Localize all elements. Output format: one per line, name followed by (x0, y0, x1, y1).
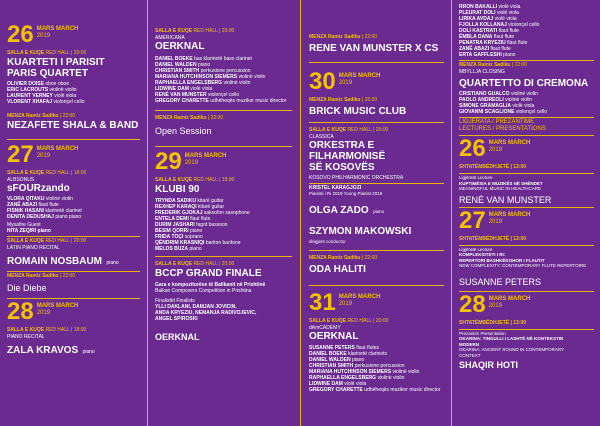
section-heading: LIGJËRATA / PREZANTIME (459, 119, 535, 125)
event (155, 177, 292, 252)
event-venue: MENZA Ramiz Sadiku | 22:00 (459, 62, 528, 68)
event-title: ODA HALITI (309, 264, 366, 275)
performer: ËMBLA DANA flaut flute (459, 34, 515, 40)
performer: TRYNDA SADIKU kitarë guitar (155, 198, 224, 204)
event-venue: SALLA E KUQE RED HALL | 18:00 (155, 177, 235, 183)
performer-role: dirigjent conductor (309, 238, 346, 244)
lecture-topic: MEANINGFUL MUSIC IN HEALTHCARE (459, 186, 542, 191)
lecture-type: Ligjëratë Lecture (459, 175, 493, 180)
guest-name: NITA ZEQIRI piano (7, 228, 51, 234)
performer-list (459, 4, 594, 58)
day-header (309, 289, 444, 316)
performer-list (459, 91, 594, 115)
event-title: PARIS QUARTET (7, 68, 88, 79)
event (7, 327, 140, 358)
event-title: NEZAFETE SHALA & BAND (7, 120, 139, 131)
lecture-topic: OKARINA: ANCIENT SOUND IN CONTEMPORARY (459, 347, 565, 352)
event-series: CLASSICA (309, 134, 334, 140)
performer-list (155, 198, 292, 252)
event-title: SË KOSOVËS (309, 162, 375, 173)
event-subtitle: Gara e kompozitorëve të Ballkanit në Prishtinë (155, 282, 266, 288)
day-number: 26 (7, 21, 34, 48)
event-title: ZALA KRAVOS piano (7, 345, 95, 356)
event (7, 238, 140, 269)
performer-list (155, 56, 292, 104)
performer: DURIM JASHARI fagot bassoon (155, 222, 228, 228)
performer-list (7, 196, 140, 220)
event-title: Die Diebe (7, 283, 47, 293)
performer: OLGA ZADO piano (309, 204, 385, 216)
event (309, 127, 444, 244)
lecture-type: Prezantim Presentation (459, 330, 506, 336)
event-venue: MENZA Ramiz Sadiku | 22:00 (309, 255, 378, 261)
event-venue: SALLA E KUQE RED HALL | 18:00 (7, 327, 87, 333)
performer: FREDERIK GJOKAJ saksofon saxophone (155, 210, 250, 216)
performer-list (7, 81, 140, 105)
performer: CRISTIANO GUALCO violinë violin (459, 91, 538, 97)
performer: PENATRA KRYEZIU flaut flute (459, 40, 528, 46)
performer: VLORA QITAKU violinë violin (7, 196, 73, 202)
lecture (459, 164, 594, 205)
performer: MARIANA HUTCHINSON SIEMERS violinë violin (155, 74, 266, 80)
event-title: ROMAIN NOSBAUM piano (7, 256, 119, 267)
event-venue: SALLA E KUQE RED HALL | 18:00 (7, 170, 87, 176)
event (155, 115, 292, 136)
event-series: AMERICANA (155, 35, 185, 41)
program-column-3 (302, 0, 450, 426)
event-venue: MENZA Ramiz Sadiku | 22:00 (309, 34, 378, 40)
event-title: RENE VAN MUNSTER X CS (309, 43, 439, 54)
event-series: PIANO RECITAL (7, 334, 45, 340)
event-venue: MENZA Ramiz Sadiku | 22:00 (7, 273, 76, 279)
performer: LIRIKA AVDAJ violë viola (459, 16, 517, 22)
event-venue: MENZA Ramiz Sadiku | 15:00 (309, 97, 378, 103)
event-venue: SALLA E KUQE RED HALL | 20:00 (155, 261, 235, 267)
event-title: KLUBI 90 (155, 184, 200, 195)
performer: VLORENT XHAFAJ violonçel cello (7, 99, 85, 105)
lecture-type: Ligjëratë Lecture (459, 246, 493, 252)
day-header (309, 68, 444, 95)
event-venue: MENZA Ramiz Sadiku | 22:00 (155, 115, 224, 121)
day-number: 27 (459, 206, 486, 234)
performer: FJOLLA KOLLANAJ violonçel cello (459, 22, 540, 28)
lecture-venue: SHTATËMBËDHJETË | 13:00 (459, 164, 527, 170)
lecturer-name: RENÉ VAN MUNSTER (459, 194, 552, 205)
event (309, 34, 444, 54)
day-month: MARS MARCH 2019 (488, 140, 531, 153)
day-number: 30 (309, 68, 336, 95)
event-title: Open Session (155, 126, 212, 136)
finalists-line: ANGEL SPIROSKI (155, 316, 198, 322)
performer: BESIM QORRI piano (155, 228, 203, 234)
performer: SIMONE GRAMAGLIA violë viola (459, 103, 535, 109)
event-venue: SALLA E KUQE RED HALL | 20:00 (155, 28, 235, 34)
event-series: MBYLLJA CLOSING (459, 69, 505, 75)
performer: ERIC LACROUTS violinë violin (7, 87, 77, 93)
event-subtitle: KOSOVO PHILHARMONIC ORCHESTRA (309, 175, 404, 181)
divider (309, 183, 444, 184)
divider (309, 285, 444, 286)
day-month: MARS MARCH 2019 (36, 26, 79, 39)
event-title: OERKNAL (155, 41, 205, 52)
event (459, 62, 594, 115)
performer: DENITA DEDUSHAJ piano piano (7, 214, 82, 220)
performer: LIDWINE DAM violë viola (155, 86, 213, 92)
divider (155, 146, 292, 147)
event-title: KUARTETI I PARISIT (7, 57, 105, 68)
lecture (459, 320, 594, 371)
event-title: QUARTETTO DI CREMONA (459, 78, 589, 89)
event-venue: SALLA E KUQE RED HALL | 20:00 (7, 238, 87, 244)
performer: PLEURAT DOLI violë viola (459, 10, 519, 16)
performer: QËNDRIM KRASNIQI bariton baritone (155, 240, 241, 246)
performer: GIOVANNI SCAGLIONE violonçel cello (459, 109, 547, 115)
divider (155, 110, 292, 111)
event-series: LATIN PIANO RECITAL (7, 245, 60, 251)
lecture-topic: MODERN (459, 341, 479, 347)
performer: DANIEL WALDEN piano (155, 62, 211, 68)
event (309, 255, 444, 275)
divider (7, 271, 140, 272)
lecturer-name: SHAQIR HOTI (459, 360, 519, 370)
event-series: ALBSONUS (7, 177, 35, 183)
lecture-topic: REPERTORI BASHKËKOHOR I FLAUTIT (459, 257, 545, 263)
program-column-1 (0, 0, 146, 426)
performer: DANIEL BOEKE klarinetë clarinets (309, 351, 387, 357)
divider (309, 62, 444, 63)
event (309, 318, 444, 393)
event-venue: SALLA E KUQE RED HALL | 20:00 (309, 127, 389, 133)
day-header (459, 135, 594, 162)
event-venue: SALLA E KUQE RED HALL | 20:00 (7, 50, 87, 56)
performer: DANIEL BOEKE bas klarinetë bass clarinet (155, 56, 252, 62)
day-header (7, 298, 140, 325)
guest-label: Mysafire Guest (7, 222, 41, 228)
performer: LIDWINE DAM violë viola (309, 381, 367, 387)
day-number: 27 (7, 141, 34, 168)
day-header (459, 290, 594, 318)
event-title: BRICK MUSIC CLUB (309, 106, 407, 117)
divider (459, 173, 594, 174)
lecture-topic: CONTEXT (459, 352, 481, 358)
day-month: MARS MARCH 2019 (488, 211, 531, 225)
performer: RENÉ VAN MUNSTER violonçel cello (155, 92, 240, 98)
divider (459, 245, 594, 246)
day-month: MARS MARCH 2019 (338, 294, 381, 307)
performer: MARIANA HUTCHINSON SIEMERS violinë violin (309, 369, 420, 375)
performer: ERTA GAFFLESHI piano (459, 52, 516, 58)
performer: FRIDA TOÇI soprano (155, 234, 203, 240)
day-number: 29 (155, 148, 182, 175)
event (7, 50, 140, 105)
divider (7, 236, 140, 237)
performer: ZANË ABAZI flaut flute (459, 46, 511, 52)
day-number: 26 (459, 135, 486, 162)
performer: MELOS BUZA piano (155, 246, 202, 252)
soloist-name: KRISTEL KARAGJOZI (309, 185, 362, 191)
performer: RAPHAELLA ENGELSBERG violinë violin (309, 375, 405, 381)
day-header (459, 206, 594, 234)
finalists-label: Finalistët Finalists (155, 298, 195, 304)
section-heading: LECTURES / PRESENTATIONS (459, 126, 546, 132)
day-month: MARS MARCH 2019 (36, 146, 79, 159)
divider (459, 329, 594, 330)
performer: SZYMON MAKOWSKI (309, 225, 412, 237)
event (309, 97, 444, 117)
finalists-line: YLLI DAKLANI, DAMJAN JOVICIN, (155, 304, 237, 310)
divider (459, 60, 594, 61)
performer: RRON BAKALLI violë viola (459, 4, 521, 10)
performer: REXHEP KARAQI kitarë guitar (155, 204, 225, 210)
lecture-topic: NEW COMPLEXITY: CONTEMPORARY FLUTE REPERTOIRE (459, 263, 587, 268)
event-title: BCCP GRAND FINALE (155, 268, 262, 279)
event (7, 113, 140, 131)
performer: SUSANNE PETERS flaut flutes (309, 345, 380, 351)
performer: DOLI KASTRATI flaut flute (459, 28, 519, 34)
day-month: MARS MARCH 2019 (488, 295, 531, 309)
performer: GREGORY CHARETTE udhëheqës muzikor music director (155, 98, 287, 104)
performer: CHRISTIAN SMITH perkusione percussion (155, 68, 251, 74)
performer: CHRISTIAN SMITH perkusione percussion (309, 363, 405, 369)
day-number: 31 (309, 289, 336, 316)
day-number: 28 (459, 290, 486, 318)
event-title: ORKESTRA E FILHARMONISË (309, 140, 386, 162)
performer: FISNIK HASANI klarinetë clarinet (7, 208, 82, 214)
lecturer-name: SUSANNE PETERS (459, 276, 542, 287)
column-divider (300, 0, 301, 426)
day-month: MARS MARCH 2019 (36, 303, 79, 316)
divider (155, 256, 292, 257)
event-title: sFOURzando (7, 183, 70, 194)
event-venue: SALLA E KUQE RED HALL | 20:00 (309, 318, 389, 324)
day-header (155, 148, 292, 175)
performer: ZANË ABAZI flaut flute (7, 202, 59, 208)
day-month: MARS MARCH 2019 (338, 73, 381, 86)
lecture-venue: SHTATËMBËDHJETË | 13:00 (459, 319, 527, 326)
day-month: MARS MARCH 2019 (184, 153, 227, 166)
day-number: 28 (7, 298, 34, 325)
day-header (7, 141, 140, 168)
performer: OLIVIER DOISE oboe oboe (7, 81, 69, 87)
lecture-topic: OKARINA: TINGULLI I LASHTË NË KONTEKSTIN (459, 336, 564, 341)
lecture-topic: KOMPLEKSITETI I RI: (459, 252, 506, 257)
finalists-line: ANDA KRYEZIU, NEMANJA RADIVOJEVIC, (155, 310, 257, 316)
divider (459, 117, 594, 118)
performer: LAURENT VERNEY violë viola (7, 93, 77, 99)
event-title: OERKNAL (309, 331, 359, 342)
performer: GREGORY CHARETTE udhëheqës muzikor music director (309, 387, 441, 393)
lecture (459, 236, 594, 287)
performer-list (309, 345, 444, 393)
event (155, 28, 292, 104)
performer: ENTELA DEMI flaut flute (155, 216, 211, 222)
performer: DANIEL WALDEN piano (309, 357, 365, 363)
event (7, 273, 140, 293)
day-header (7, 21, 140, 48)
event (155, 261, 292, 342)
event-subtitle: Balkan Composers Competition in Prishtina (155, 288, 252, 294)
event (7, 170, 140, 234)
program-column-2 (148, 0, 298, 426)
performer: RAPHAELLA ENGELSBERG violinë violin (155, 80, 251, 86)
event-series: dAmCADEMY (309, 325, 341, 331)
event-title: OERKNAL (155, 332, 200, 342)
finalists-list (155, 304, 292, 322)
divider (309, 250, 444, 251)
performer: PAOLO ANDREOLI violinë violin (459, 97, 533, 103)
event-venue: MENZA Ramiz Sadiku | 22:00 (7, 113, 76, 119)
divider (309, 122, 444, 123)
lecture-venue: SHTATËMBËDHJETË | 13:00 (459, 235, 527, 242)
soloist-award: Pianisti i Ri 2019 Young Pianist 2019 (309, 191, 383, 196)
lecture-topic: KUPTIMËSIA E MUZIKËS NË SHËNDET (459, 180, 543, 186)
program-column-4 (452, 0, 600, 426)
divider (7, 139, 140, 140)
